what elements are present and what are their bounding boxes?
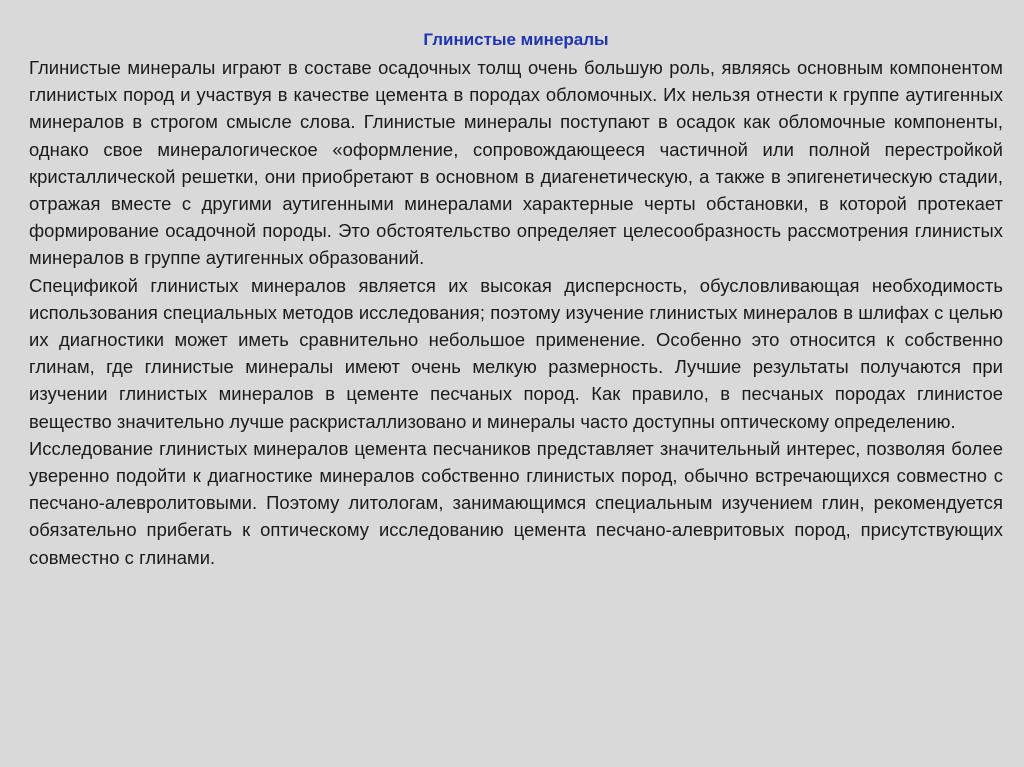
paragraph-3: Исследование глинистых минералов цемента песчаников представляет значительный интерес, позволяя более уверенно подойти к диагностике минералов собственно глинистых пород, обычно встречающихся совместно с песчано-алевролитовыми. Поэтому литологам, занимающимся специальным изучением глин, рекомендуется обязательно прибегать к оптическому исследованию цемента песчано-алевритовых пород, присутствующих совместно с глинами.	[29, 437, 1003, 568]
paragraph-1: Глинистые минералы играют в составе осадочных толщ очень большую роль, являясь основным компонентом глинистых пород и участвуя в качестве цемента в породах обломочных. Их нельзя отнести к группе аутигенных минералов в строгом смысле слова. Глинистые минералы поступают в осадок как обломочные компоненты, однако свое минералогическое «оформление, сопровождающееся частичной или полной перестройкой кристаллической решетки, они приобретают в основном в диагенетическую, а также в эпигенетическую стадии, отражая вместе с другими аутигенными минералами характерные черты обстановки, в которой протекает формирование осадочной породы. Это обстоятельство определяет целесообразность рассмотрения глинистых минералов в группе аутигенных образований.	[29, 57, 1003, 269]
paragraph-2: Спецификой глинистых минералов является их высокая дисперсность, обусловливающая необходимость использования специальных методов исследования; поэтому изучение глинистых минералов в шлифах с целью их диагностики может иметь сравнительно небольшое применение. Особенно это относится к собственно глинам, где глинистые минералы имеют очень мелкую размерность. Лучшие результаты получаются при изучении глинистых минералов в цементе песчаных пород. Как правило, в песчаных породах глинистое вещество значительно лучше раскристаллизовано и минералы часто доступны оптическому определению.	[29, 274, 1003, 432]
slide-title: Глинистые минералы	[423, 30, 609, 49]
slide-content	[29, 28, 1003, 571]
